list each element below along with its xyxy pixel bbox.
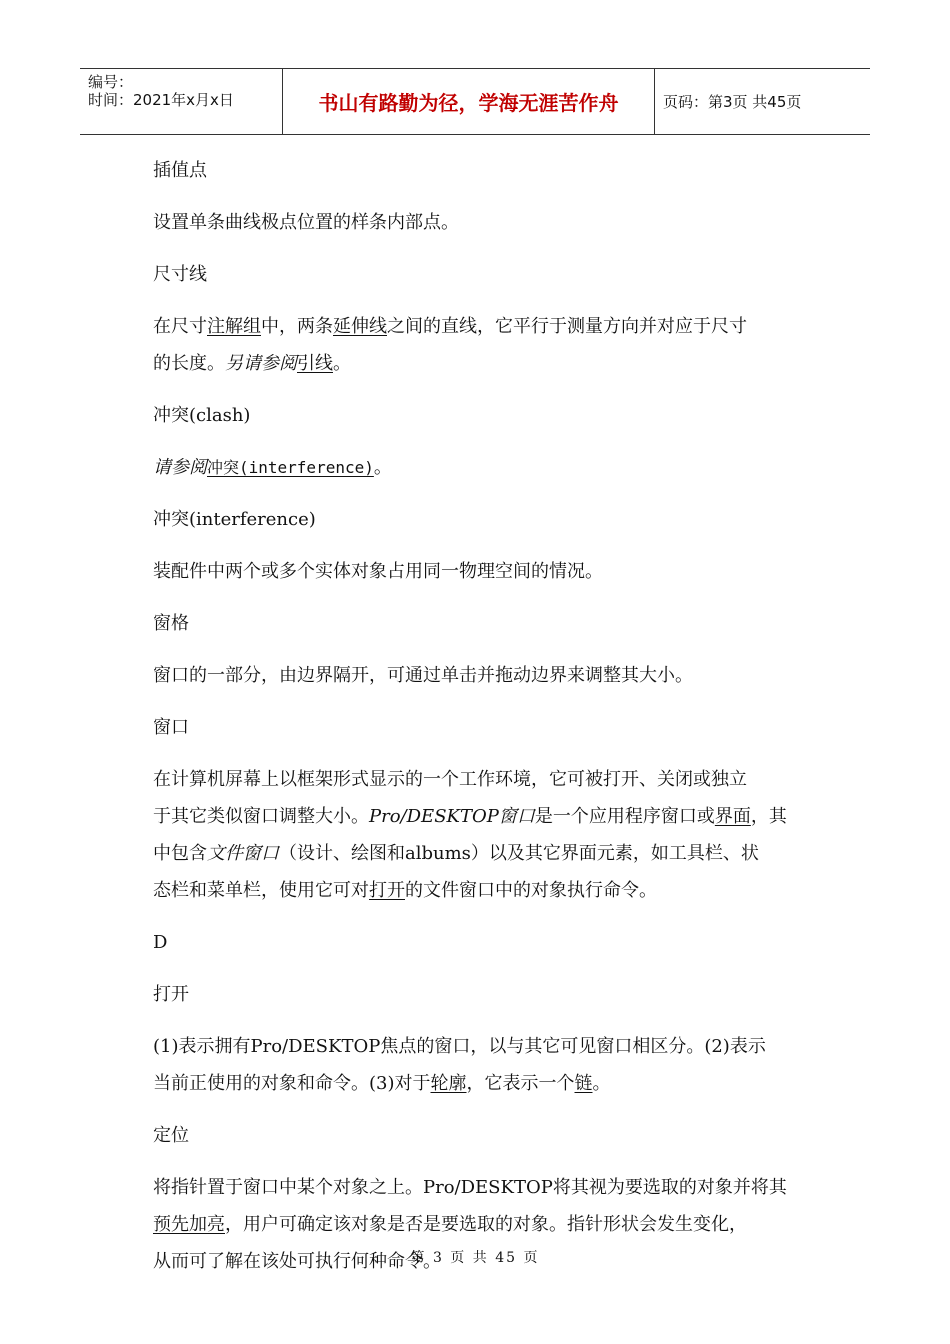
entry-definition: 装配件中两个或多个实体对象占用同一物理空间的情况。	[153, 561, 603, 582]
entry-term: 窗格	[153, 613, 189, 634]
entry-term: 插值点	[153, 160, 207, 181]
glossary-link[interactable]: 冲突(interference)	[207, 458, 374, 477]
glossary-link[interactable]: 打开	[369, 880, 405, 901]
entry-term: 窗口	[153, 717, 189, 738]
time-label: 时间：2021年x月x日	[88, 91, 234, 109]
entry-definition: 在计算机屏幕上以框架形式显示的一个工作环境，它可被打开、关闭或独立 于其它类似窗口调整大小。Pro/DESKTOP窗口是一个应用程序窗口或界面，其 中包含文件窗口（设计、绘图和albums）以及其它界面元素，如工具栏、状 态栏和菜单栏，使用它可对打开的文件窗口中的对象执行命令。	[153, 769, 787, 901]
glossary-link[interactable]: 引线	[297, 353, 333, 374]
section-letter: D	[153, 932, 168, 953]
number-label: 编号：	[88, 73, 134, 91]
entry-term: 冲突(clash)	[153, 405, 251, 426]
entry-definition: 窗口的一部分，由边界隔开，可通过单击并拖动边界来调整其大小。	[153, 665, 693, 686]
entry-term: 定位	[153, 1125, 189, 1146]
header-meta	[80, 69, 283, 134]
entry-definition: 将指针置于窗口中某个对象之上。Pro/DESKTOP将其视为要选取的对象并将其 预先加亮，用户可确定该对象是否是要选取的对象。指针形状会发生变化， 从而可了解在该处可执行何种命令。	[153, 1177, 787, 1272]
glossary-link[interactable]: 预先加亮	[153, 1214, 225, 1235]
entry-definition: 请参阅冲突(interference)。	[153, 457, 392, 478]
header-page-info: 页码：第3页 共45页	[663, 93, 802, 111]
page-footer: 第 3 页 共 45 页	[410, 1250, 540, 1266]
glossary-link[interactable]: 延伸线	[333, 316, 387, 337]
header-motto: 书山有路勤为径，学海无涯苦作舟	[283, 69, 655, 134]
entry-term: 打开	[153, 984, 189, 1005]
entry-term: 冲突(interference)	[153, 509, 316, 530]
page-header	[80, 68, 870, 135]
document-body	[153, 152, 801, 1280]
glossary-link[interactable]: 注解组	[207, 316, 261, 337]
glossary-link[interactable]: 界面	[714, 806, 751, 827]
entry-term: 尺寸线	[153, 264, 207, 285]
entry-definition: 设置单条曲线极点位置的样条内部点。	[153, 212, 459, 233]
entry-definition: (1)表示拥有Pro/DESKTOP焦点的窗口，以与其它可见窗口相区分。(2)表示 当前正使用的对象和命令。(3)对于轮廓，它表示一个链。	[153, 1036, 766, 1094]
glossary-link[interactable]: 轮廓	[430, 1073, 467, 1094]
entry-definition: 在尺寸注解组中，两条延伸线之间的直线，它平行于测量方向并对应于尺寸 的长度。另请参阅引线。	[153, 316, 747, 374]
glossary-link[interactable]: 链	[574, 1073, 593, 1094]
